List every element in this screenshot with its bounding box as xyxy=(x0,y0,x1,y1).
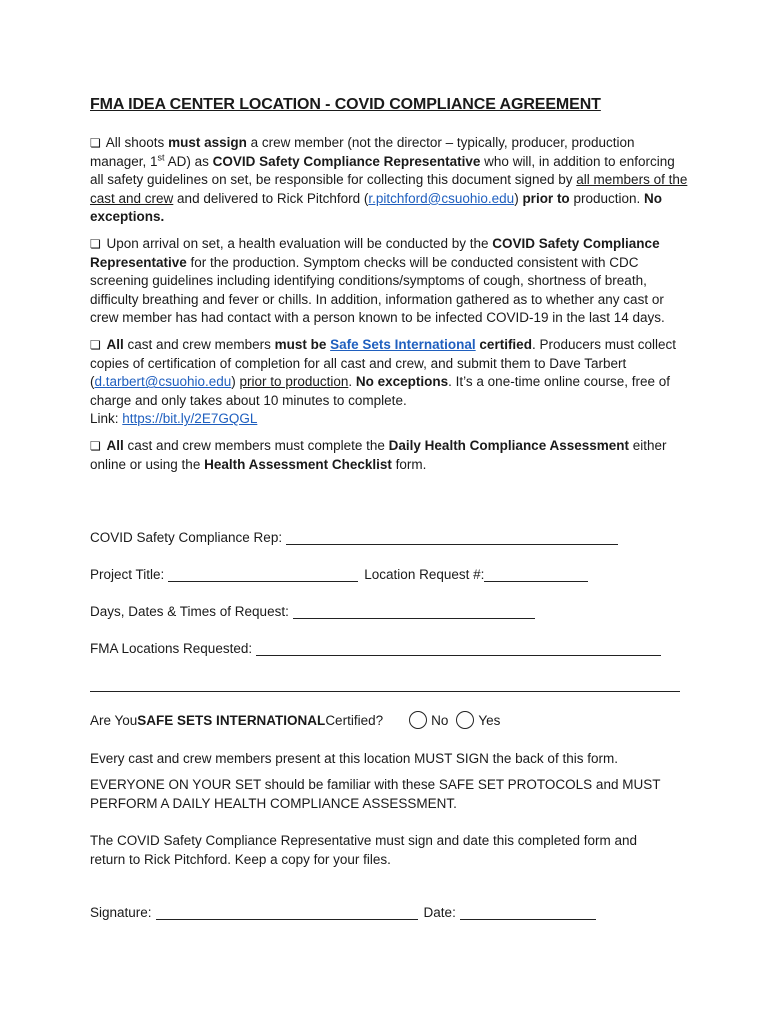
project-title-input-line[interactable] xyxy=(168,567,358,582)
location-request-label: Location Request #: xyxy=(364,567,485,582)
location-request-input-line[interactable] xyxy=(484,567,588,582)
days-input-line[interactable] xyxy=(293,604,535,619)
paragraph-crew-assignment: ❏ All shoots must assign a crew member (not the director – typically, producer, production manager, 1st AD) as COVID Safety Compliance Representative who will, in addition to enforcing all safety guidelines on set, be responsible for collecting this document signed by all members of the cast and crew and delivered to Rick Pitchford (r.pitchford@csuohio.edu) prior to production. No exceptions. xyxy=(90,135,688,225)
page-title: FMA IDEA CENTER LOCATION - COVID COMPLIANCE AGREEMENT xyxy=(90,96,601,113)
locations-input-line[interactable] xyxy=(256,641,661,656)
days-field xyxy=(90,604,535,619)
signature-label: Signature: xyxy=(90,905,152,920)
note-return-form: The COVID Safety Compliance Representative must sign and date this completed form and return to Rick Pitchford. Keep a copy for your files. xyxy=(90,833,638,867)
radio-yes[interactable] xyxy=(456,711,474,729)
email-link-pitchford[interactable]: r.pitchford@csuohio.edu xyxy=(368,190,515,206)
signature-field xyxy=(90,905,596,920)
paragraph-health-evaluation: ❏ Upon arrival on set, a health evaluation will be conducted by the COVID Safety Compliance Representative for the production. Symptom checks will be conducted consistent with CDC screening guidelines including identifying conditions/symptoms of cough, shortness of breath, difficulty breathing and fever or chills. In addition, information gathered as to whether any cast or crew member has had contact with a person known to be infected COVID-19 in the last 14 days. xyxy=(90,235,665,326)
form-page xyxy=(90,96,690,482)
checkbox-icon: ❏ xyxy=(90,337,101,352)
checkbox-icon: ❏ xyxy=(90,236,101,251)
paragraph-certification: ❏ All cast and crew members must be Safe Sets International certified. Producers must collect copies of certification of completion for all cast and crew, and submit them to Dave Tarbert (d.tarbert@csuohio.edu) prior to production. No exceptions. It’s a one-time online course, free of charge and only takes about 10 minutes to complete. Link: https://bit.ly/2E7GQGL xyxy=(90,336,677,427)
radio-no[interactable] xyxy=(409,711,427,729)
locations-input-line-2[interactable] xyxy=(90,691,680,692)
locations-field xyxy=(90,641,661,656)
project-field xyxy=(90,567,588,582)
date-label: Date: xyxy=(423,905,456,920)
signature-input-line[interactable] xyxy=(156,905,418,920)
note-safe-set-protocols: EVERYONE ON YOUR SET should be familiar with these SAFE SET PROTOCOLS and MUST PERFORM A DAILY HEALTH COMPLIANCE ASSESSMENT. xyxy=(90,777,661,811)
rep-label: COVID Safety Compliance Rep: xyxy=(90,530,283,545)
course-url-link[interactable]: https://bit.ly/2E7GQGL xyxy=(122,411,258,427)
rep-input-line[interactable] xyxy=(286,530,618,545)
locations-label: FMA Locations Requested: xyxy=(90,641,253,656)
checkbox-icon: ❏ xyxy=(90,438,101,453)
checkbox-icon: ❏ xyxy=(90,136,101,150)
note-sign-back: Every cast and crew members present at this location MUST SIGN the back of this form. xyxy=(90,751,618,766)
radio-no-label: No xyxy=(431,712,449,728)
days-label: Days, Dates & Times of Request: xyxy=(90,604,289,619)
safe-sets-link[interactable]: Safe Sets International xyxy=(330,336,476,352)
paragraph-daily-assessment: ❏ All cast and crew members must complete the Daily Health Compliance Assessment either online or using the Health Assessment Checklist form. xyxy=(90,437,667,472)
radio-yes-label: Yes xyxy=(478,712,501,728)
email-link-tarbert[interactable]: d.tarbert@csuohio.edu xyxy=(94,374,232,390)
project-title-label: Project Title: xyxy=(90,567,165,582)
certified-question: Are You SAFE SETS INTERNATIONAL Certified? No Yes xyxy=(90,712,501,728)
date-input-line[interactable] xyxy=(460,905,596,920)
rep-field xyxy=(90,530,618,545)
